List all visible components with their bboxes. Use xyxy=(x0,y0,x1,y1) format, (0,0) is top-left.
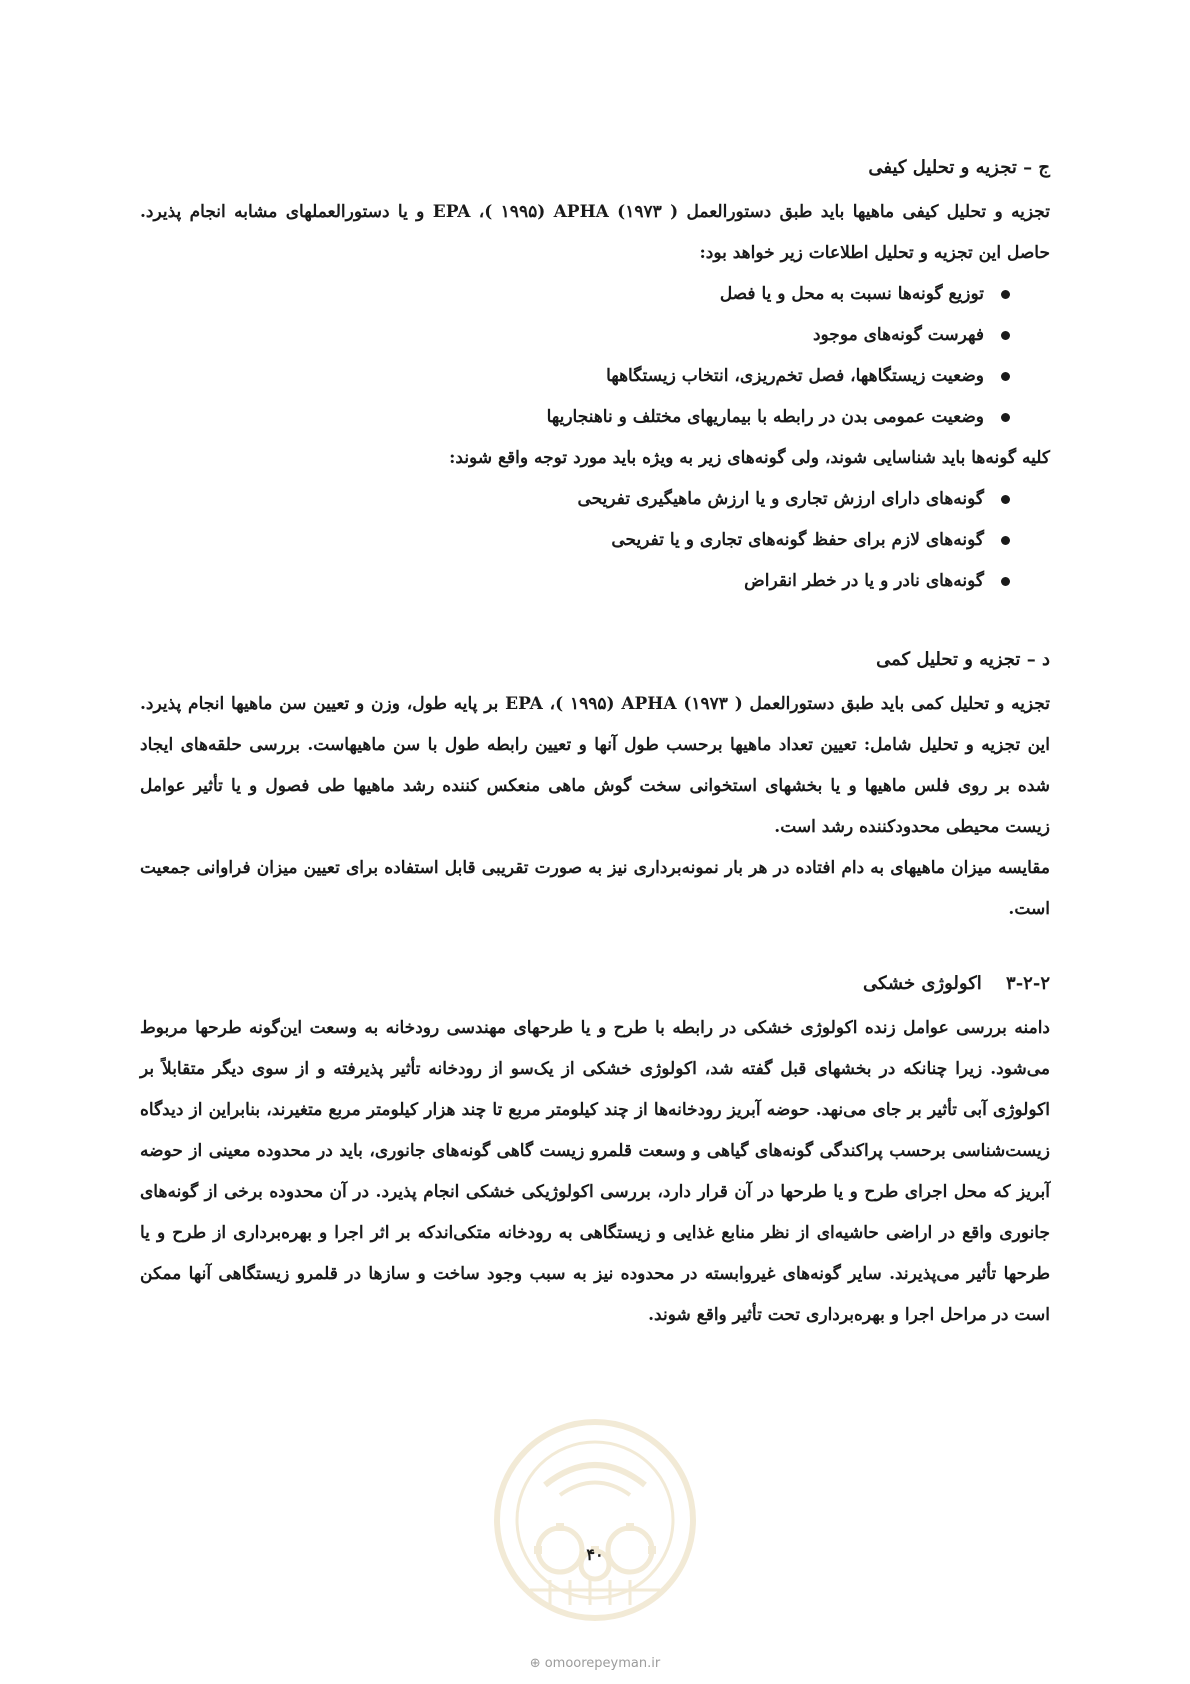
document-page xyxy=(140,150,1050,1336)
footer-url-text: omoorepeyman.ir xyxy=(544,1656,661,1671)
list-item: وضعیت زیستگاهها، فصل تخم‌ریزی، انتخاب زیستگاهها xyxy=(140,356,1010,397)
gear-emblem-icon xyxy=(490,1415,700,1625)
globe-icon: ⊕ xyxy=(529,1656,541,1671)
section-c-intro: تجزیه و تحلیل کیفی ماهیها باید طبق دستورالعمل ( ۱۹۷۳) EPA ،( ۱۹۹۵) APHA و یا دستورالعملهای مشابه انجام پذیرد. حاصل این تجزیه و تحلیل اطلاعات زیر خواهد بود: xyxy=(140,202,1050,263)
section-c-heading: ج – تجزیه و تحلیل کیفی xyxy=(868,157,1050,178)
list-item: گونه‌های دارای ارزش تجاری و یا ارزش ماهیگیری تفریحی xyxy=(140,479,1010,520)
section-c-bullet-list xyxy=(140,274,1050,438)
list-item: وضعیت عمومی بدن در رابطه با بیماریهای مختلف و ناهنجاریها xyxy=(140,397,1010,438)
page-number: ۴۰ xyxy=(586,1545,604,1564)
section-d-paragraph-2: مقایسه میزان ماهیهای به دام افتاده در هر بار نمونه‌برداری نیز به صورت تقریبی قابل استفاده برای تعیین میزان فراوانی جمعیت است. xyxy=(140,858,1050,919)
section-3-2-2-body: دامنه بررسی عوامل زنده اکولوژی خشکی در رابطه با طرح و یا طرحهای مهندسی رودخانه به وسعت این‌گونه طرحها مربوط می‌شود. زیرا چنانکه در بخشهای قبل گفته شد، اکولوژی خشکی از یک‌سو از رودخانه تأثیر پذیرفته و از سوی دیگر متقابلاً بر اکولوژی آبی تأثیر بر جای می‌نهد. حوضه آبریز رودخانه‌ها از چند کیلومتر مربع تا چند هزار کیلومتر مربع متغیرند، بنابراین از دیدگاه زیست‌شناسی برحسب پراکندگی گونه‌های گیاهی و وسعت قلمرو زیست گاهی گونه‌های جانوری، باید در محدوده معینی از حوضه آبریز که محل اجرای طرح و یا طرحها در آن قرار دارد، بررسی اکولوژیکی خشکی انجام پذیرد. در آن محدوده برخی از گونه‌های جانوری واقع در اراضی حاشیه‌ای از نظر منابع غذایی و زیستگاهی به رودخانه متکی‌اندکه بر اثر اجرا و بهره‌برداری از طرح و یا طرحها تأثیر می‌پذیرند. سایر گونه‌های غیروابسته در محدوده نیز به سبب وجود ساخت و سازها در قلمرو زیستگاهی آنها ممکن است در مراحل اجرا و بهره‌برداری تحت تأثیر واقع شوند. xyxy=(140,1018,1050,1325)
list-item: فهرست گونه‌های موجود xyxy=(140,315,1010,356)
list-item: گونه‌های لازم برای حفظ گونه‌های تجاری و یا تفریحی xyxy=(140,520,1010,561)
list-item: توزیع گونه‌ها نسبت به محل و یا فصل xyxy=(140,274,1010,315)
section-number: ۳-۲-۲ xyxy=(1006,973,1050,994)
section-d-heading: د – تجزیه و تحلیل کمی xyxy=(876,649,1050,670)
section-c-note: کلیه گونه‌ها باید شناسایی شوند، ولی گونه‌های زیر به ویژه باید مورد توجه واقع شوند: xyxy=(449,448,1050,468)
section-d-paragraph-1: تجزیه و تحلیل کمی باید طبق دستورالعمل ( ۱۹۷۳) EPA ،( ۱۹۹۵) APHA بر پایه طول، وزن و تعیین سن ماهیها انجام پذیرد. این تجزیه و تحلیل شامل: تعیین تعداد ماهیها برحسب طول آنها و تعیین رابطه طول با سن ماهیهاست. بررسی حلقه‌های ایجاد شده بر روی فلس ماهیها و یا بخشهای استخوانی سخت گوش ماهی منعکس کننده رشد ماهیها طی فصول و یا تأثیر عوامل زیست محیطی محدودکننده رشد است. xyxy=(140,694,1051,837)
section-title: اکولوژی خشکی xyxy=(862,973,982,994)
list-item: گونه‌های نادر و یا در خطر انقراض xyxy=(140,561,1010,602)
section-3-2-2-heading xyxy=(140,966,1050,1002)
section-c-species-list xyxy=(140,479,1050,602)
footer-url[interactable] xyxy=(0,1656,1190,1671)
